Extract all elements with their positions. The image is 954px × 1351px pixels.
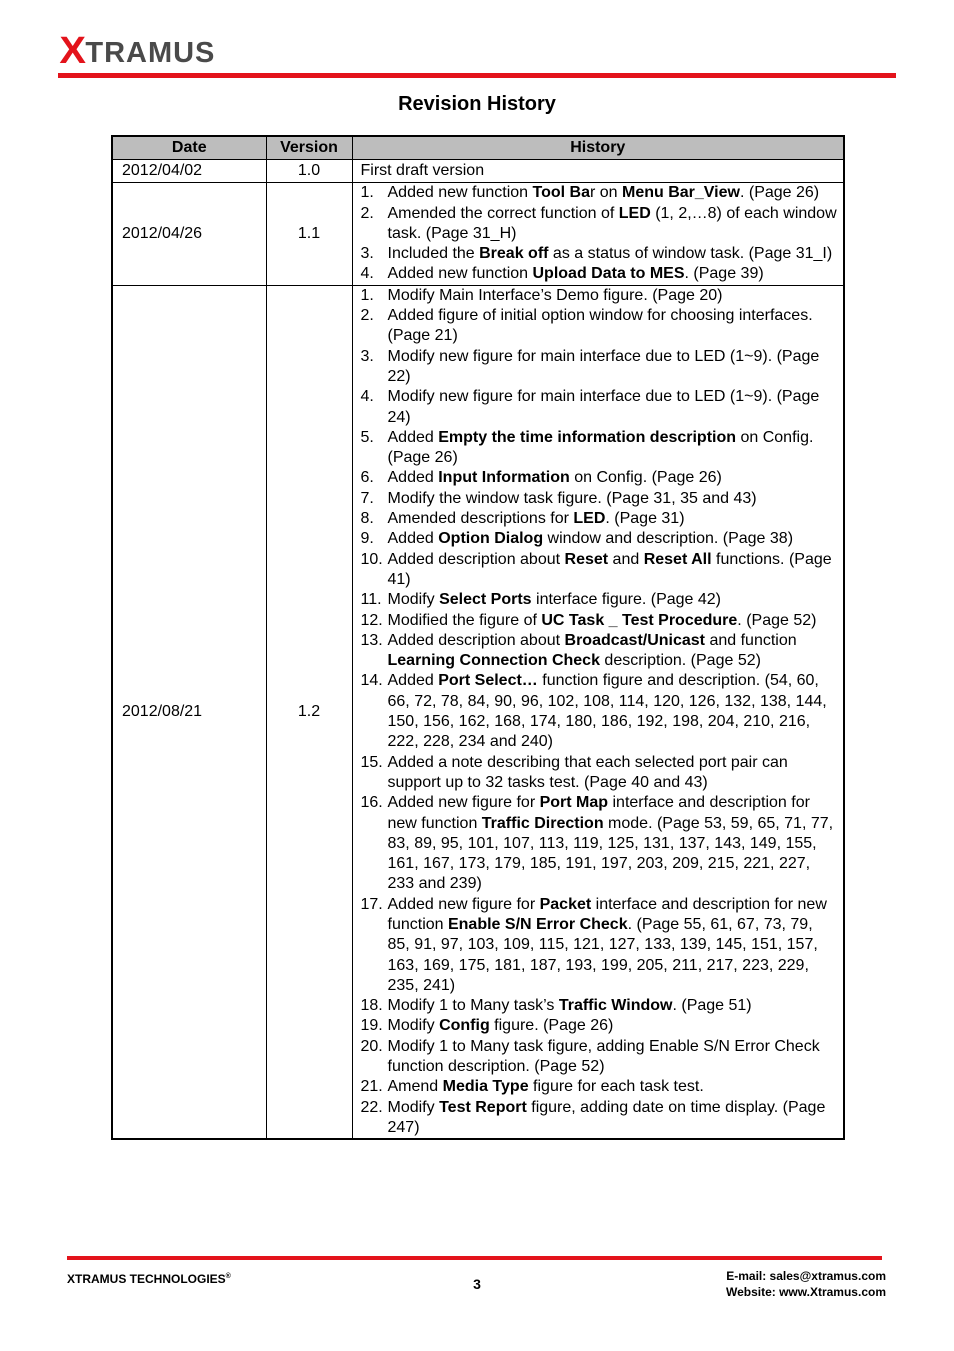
item-text-part: Modified the figure of [387, 611, 542, 629]
item-text-bold: Port Map [539, 794, 609, 812]
item-number: 13. [360, 631, 383, 649]
item-text-part: Added new figure for [387, 794, 540, 812]
logo-text: TRAMUS [85, 37, 216, 69]
history-item [361, 244, 840, 264]
item-text [388, 550, 840, 591]
item-text-part: Added [387, 428, 439, 446]
history-item [361, 428, 840, 469]
item-text [388, 428, 840, 469]
cell-version: 1.0 [266, 160, 352, 183]
history-item [361, 550, 840, 591]
item-text-bold: Packet [539, 895, 592, 913]
item-number: 6. [360, 469, 374, 487]
history-item [361, 895, 840, 996]
xtramus-logo [59, 30, 216, 72]
item-text [388, 468, 840, 488]
item-number: 19. [360, 1017, 383, 1035]
item-text-part: Added a note describing that each selected port pair can support up to 32 tasks test. (Page 40 and 43) [387, 753, 788, 791]
item-text-part: interface and description for new function [387, 794, 810, 832]
history-item [361, 1077, 840, 1097]
item-text [388, 671, 840, 752]
item-number: 14. [360, 672, 383, 690]
item-text-part: r on [589, 184, 622, 202]
item-text-part: . (Page 52) [737, 611, 817, 629]
item-number: 16. [360, 794, 383, 812]
item-text-bold: Empty the time information description [438, 428, 737, 446]
cell-history: First draft version [352, 160, 844, 183]
item-text [388, 1077, 840, 1097]
item-text-part: . (Page 39) [684, 265, 764, 283]
item-text-part: on Config. (Page 26) [387, 428, 814, 467]
history-item [361, 468, 840, 488]
item-text [388, 631, 840, 672]
item-text-bold: Menu Bar_View [622, 184, 740, 202]
item-number: 12. [360, 611, 383, 629]
header-date: Date [112, 136, 266, 160]
item-number: 3. [360, 347, 374, 365]
item-text-part: functions. (Page 41) [387, 550, 832, 588]
item-text-part: Included the [387, 245, 480, 263]
item-text-bold: Break off [479, 245, 549, 263]
item-text-bold: Config [439, 1017, 490, 1035]
item-text-bold: Tool Ba [532, 184, 590, 202]
item-text [388, 793, 840, 894]
item-text-part: figure for each task test. [528, 1078, 704, 1096]
cell-date: 2012/04/02 [112, 160, 266, 183]
item-text-part: . (Page 26) [739, 184, 820, 202]
history-item [361, 671, 840, 752]
item-text-part: interface and description for new function [387, 895, 827, 933]
history-item [361, 529, 840, 549]
item-number: 15. [360, 753, 383, 771]
item-text-part: Amended descriptions for [387, 510, 574, 528]
table-header-row [112, 136, 844, 160]
item-text [388, 753, 840, 794]
item-text-part: Added description about [387, 631, 565, 649]
header-history: History [352, 136, 844, 160]
history-item [361, 509, 840, 529]
history-item [361, 611, 840, 631]
history-item [361, 264, 840, 284]
table-row [112, 285, 844, 1139]
item-text [388, 1016, 840, 1036]
item-text [388, 244, 840, 264]
item-text-part: Modify 1 to Many task’s [387, 997, 559, 1015]
item-number: 7. [360, 489, 374, 507]
cell-history [352, 183, 844, 285]
item-text-bold: LED [573, 510, 606, 528]
footer-rule [67, 1256, 882, 1260]
item-text [388, 1098, 840, 1139]
footer-email: E-mail: sales@xtramus.com [726, 1269, 886, 1283]
history-list [361, 286, 840, 1138]
cell-history [352, 285, 844, 1139]
item-text-part: Modify [387, 1098, 440, 1116]
item-text-bold: Traffic Window [558, 997, 673, 1015]
cell-date: 2012/04/26 [112, 183, 266, 285]
history-item [361, 306, 840, 347]
history-item [361, 347, 840, 388]
item-text [388, 286, 840, 306]
history-item [361, 1037, 840, 1078]
item-number: 2. [360, 307, 374, 325]
item-number: 21. [360, 1078, 383, 1096]
item-text-part: Modify [387, 591, 440, 609]
item-text-part: as a status of window task. (Page 31_I) [548, 245, 833, 263]
item-text [388, 347, 840, 388]
item-text-part: and [608, 550, 644, 568]
item-text-bold: Port Select… [438, 672, 538, 690]
item-text-part: Amended the correct function of [387, 204, 619, 222]
item-text-part: figure. (Page 26) [489, 1017, 614, 1035]
item-text-bold: Upload Data to MES [532, 265, 685, 283]
item-text [388, 1037, 840, 1078]
history-item [361, 489, 840, 509]
history-item [361, 387, 840, 428]
item-text-bold: Learning Connection Check [387, 652, 600, 670]
logo-x: X [59, 30, 85, 72]
item-text-part: Added description about [387, 550, 565, 568]
item-text-bold: Test Report [439, 1098, 527, 1116]
page-number: 3 [473, 1276, 481, 1292]
item-number: 22. [360, 1098, 383, 1116]
item-text [388, 611, 840, 631]
item-number: 1. [360, 184, 374, 202]
history-item [361, 183, 840, 203]
item-number: 10. [360, 550, 383, 568]
item-text-bold: Reset [564, 550, 609, 568]
cell-version: 1.2 [266, 285, 352, 1139]
item-text [388, 509, 840, 529]
table-row [112, 183, 844, 285]
item-text-bold: Traffic Direction [481, 814, 604, 832]
item-number: 4. [360, 265, 374, 283]
item-text-part: . (Page 55, 61, 67, 73, 79, 85, 91, 97, 103, 109, 115, 121, 127, 133, 139, 145, 151, 157, 163, 169, 175, 181, 187, 193, 199, 205, 211, 217, 223, 229, 235, 241) [387, 915, 818, 994]
item-text [388, 895, 840, 996]
item-number: 5. [360, 428, 374, 446]
header-version: Version [266, 136, 352, 160]
item-text [388, 387, 840, 428]
item-text-part: Added new function [387, 184, 533, 202]
footer-contact [726, 1268, 886, 1300]
history-item [361, 631, 840, 672]
item-text-part: Added new figure for [387, 895, 540, 913]
item-text-bold: LED [618, 204, 651, 222]
item-text-part: figure, adding date on time display. (Page 247) [387, 1098, 826, 1136]
item-text-part: Modify new figure for main interface due to LED (1~9). (Page 24) [387, 388, 820, 426]
item-text [388, 996, 840, 1016]
company-name: XTRAMUS TECHNOLOGIES [67, 1272, 226, 1286]
item-text-bold: Select Ports [439, 591, 532, 609]
item-number: 8. [360, 510, 374, 528]
item-text-part: and function [705, 631, 797, 649]
history-item [361, 286, 840, 306]
footer-website: Website: www.Xtramus.com [725, 1285, 886, 1299]
registered-mark: ® [225, 1273, 231, 1280]
item-text-part: Modify Main Interface’s Demo figure. (Page 20) [387, 286, 723, 304]
header-rule [58, 73, 896, 78]
item-number: 2. [360, 204, 374, 222]
history-item [361, 753, 840, 794]
item-text-part: Modify [387, 1017, 440, 1035]
item-text-part: Added [387, 672, 439, 690]
item-text-part: Added new function [387, 265, 533, 283]
item-text-part: (1, 2,…8) of each window task. (Page 31_H) [387, 204, 837, 242]
history-item [361, 793, 840, 894]
cell-date: 2012/08/21 [112, 285, 266, 1139]
revision-table [111, 135, 845, 1140]
item-number: 1. [360, 286, 374, 304]
item-text [388, 529, 840, 549]
item-text-bold: Media Type [442, 1078, 529, 1096]
item-text-part: Modify the window task figure. (Page 31, 35 and 43) [387, 489, 757, 507]
table-row [112, 160, 844, 183]
item-number: 17. [360, 895, 383, 913]
item-text [388, 489, 840, 509]
item-text-part: Added figure of initial option window for choosing interfaces. (Page 21) [387, 307, 813, 345]
item-text-part: . (Page 31) [605, 510, 685, 528]
cell-version: 1.1 [266, 183, 352, 285]
item-text-part: Added [387, 530, 439, 548]
item-text-part: mode. (Page 53, 59, 65, 71, 77, 83, 89, 95, 101, 107, 113, 119, 125, 131, 137, 143, 149, 155, 161, 167, 173, 179, 185, 191, 197, 203, 209, 215, 221, 227, 233 and 239) [387, 814, 834, 893]
item-text-bold: Broadcast/Unicast [564, 631, 706, 649]
item-text [388, 183, 840, 203]
item-number: 3. [360, 245, 374, 263]
item-number: 9. [360, 530, 374, 548]
history-item [361, 204, 840, 245]
history-item [361, 1016, 840, 1036]
item-text-bold: Reset All [643, 550, 712, 568]
item-text-part: on Config. (Page 26) [569, 469, 722, 487]
history-item [361, 1098, 840, 1139]
item-text-part: . (Page 51) [672, 997, 752, 1015]
item-text [388, 306, 840, 347]
history-item [361, 590, 840, 610]
item-text-part: interface figure. (Page 42) [531, 591, 721, 609]
item-text [388, 204, 840, 245]
item-text [388, 264, 840, 284]
item-text [388, 590, 840, 610]
item-text-bold: Option Dialog [438, 530, 544, 548]
page-title: Revision History [398, 93, 556, 115]
history-item [361, 996, 840, 1016]
item-number: 20. [360, 1037, 383, 1055]
item-text-part: Added [387, 469, 439, 487]
item-text-part: Amend [387, 1078, 443, 1096]
history-list [361, 183, 840, 284]
item-text-part: Modify 1 to Many task figure, adding Enable S/N Error Check function description. (Page 52) [387, 1037, 820, 1076]
item-number: 11. [360, 591, 382, 609]
item-text-bold: Enable S/N Error Check [447, 915, 628, 933]
item-text-part: Modify new figure for main interface due to LED (1~9). (Page 22) [387, 347, 820, 385]
item-text-part: window and description. (Page 38) [543, 530, 794, 548]
item-number: 4. [360, 388, 374, 406]
item-text-part: description. (Page 52) [599, 652, 761, 670]
item-text-bold: Input Information [438, 469, 570, 487]
item-text-bold: UC Task _ Test Procedure [541, 611, 738, 629]
item-text-part: function figure and description. (54, 60, 66, 72, 78, 84, 90, 96, 102, 108, 114, 120, 126, 132, 138, 144, 150, 156, 162, 168, 174, 180, 186, 192, 198, 204, 210, 216, 222, 228, 234 and 240) [387, 672, 827, 751]
item-number: 18. [360, 997, 383, 1015]
